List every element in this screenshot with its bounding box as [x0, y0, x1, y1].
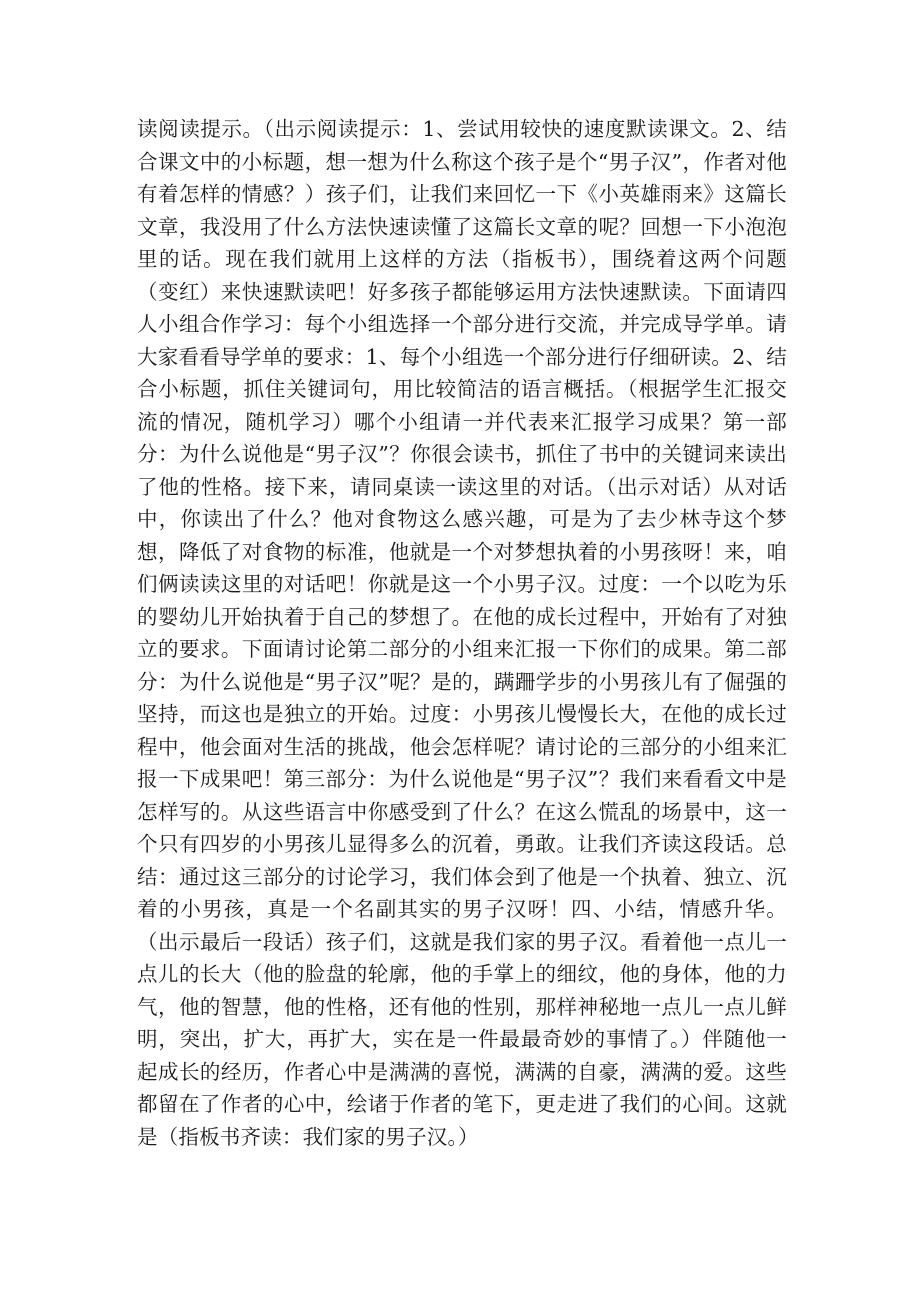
- body-paragraph: 读阅读提示。（出示阅读提示：1、尝试用较快的速度默读课文。2、结合课文中的小标题，想一想为什么称这个孩子是个“男子汉”，作者对他有着怎样的情感？）孩子们，让我们来回忆一下《小英雄雨来》这篇长文章，我没用了什么方法快速读懂了这篇长文章的呢？回想一下小泡泡里的话。现在我们就用上这样的方法（指板书），围绕着这两个问题（变红）来快速默读吧！好多孩子都能够运用方法快速默读。下面请四人小组合作学习：每个小组选择一个部分进行交流，并完成导学单。请大家看看导学单的要求：1、每个小组选一个部分进行仔细研读。2、结合小标题，抓住关键词句，用比较简洁的语言概括。（根据学生汇报交流的情况，随机学习）哪个小组请一并代表来汇报学习成果？第一部分：为什么说他是“男子汉”？你很会读书，抓住了书中的关键词来读出了他的性格。接下来，请同桌读一读这里的对话。（出示对话）从对话中，你读出了什么？他对食物这么感兴趣，可是为了去少林寺这个梦想，降低了对食物的标准，他就是一个对梦想执着的小男孩呀！来，咱们俩读读这里的对话吧！你就是这一个小男子汉。过度：一个以吃为乐的婴幼儿开始执着于自己的梦想了。在他的成长过程中，开始有了对独立的要求。下面请讨论第二部分的小组来汇报一下你们的成果。第二部分：为什么说他是“男子汉”呢？是的，蹒跚学步的小男孩儿有了倔强的坚持，而这也是独立的开始。过度：小男孩儿慢慢长大，在他的成长过程中，他会面对生活的挑战，他会怎样呢？请讨论的三部分的小组来汇报一下成果吧！第三部分：为什么说他是“男子汉”？我们来看看文中是怎样写的。从这些语言中你感受到了什么？在这么慌乱的场景中，这一个只有四岁的小男孩儿显得多么的沉着，勇敢。让我们齐读这段话。总结：通过这三部分的讨论学习，我们体会到了他是一个执着、独立、沉着的小男孩，真是一个名副其实的男子汉呀！四、小结，情感升华。（出示最后一段话）孩子们，这就是我们家的男子汉。看着他一点儿一点儿的长大（他的脸盘的轮廓，他的手掌上的细纹，他的身体，他的力气，他的智慧，他的性格，还有他的性别，那样神秘地一点儿一点儿鲜明，突出，扩大，再扩大，实在是一件最最奇妙的事情了。）伴随他一起成长的经历，作者心中是满满的喜悦，满满的自豪，满满的爱。这些都留在了作者的心中，绘诸于作者的笔下，更走进了我们的心间。这就是（指板书齐读：我们家的男子汉。）: [137, 117, 787, 1149]
